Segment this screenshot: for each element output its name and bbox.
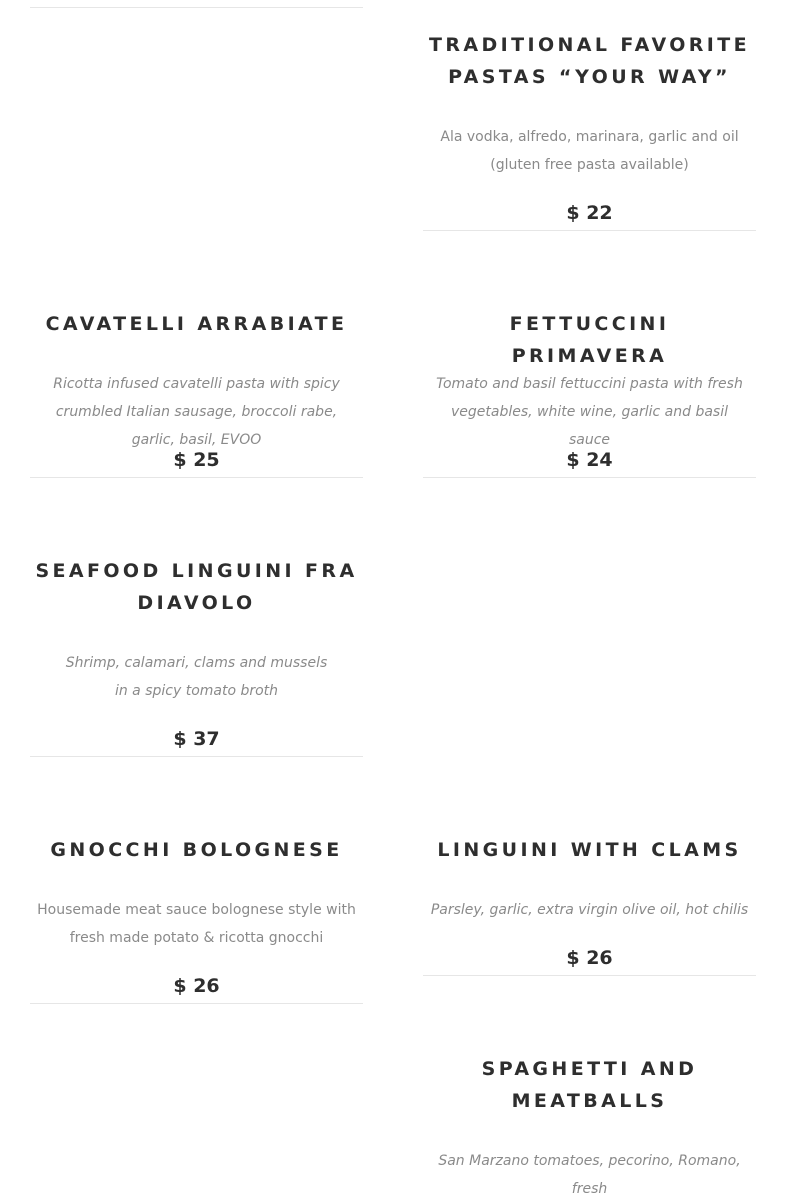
menu-item-fettuccini-primavera xyxy=(423,308,756,478)
menu-item-seafood-linguini xyxy=(30,555,363,757)
menu-item-price: $ 26 xyxy=(566,947,613,969)
divider xyxy=(30,756,363,757)
menu-item-title: CAVATELLI ARRABIATE xyxy=(45,313,348,335)
menu-item-description: Ala vodka, alfredo, marinara, garlic and oil (gluten free pasta available) xyxy=(440,129,739,173)
divider xyxy=(423,477,756,478)
menu-item-title: SPAGHETTI AND MEATBALLS xyxy=(481,1058,698,1112)
menu-item-title: TRADITIONAL FAVORITE PASTAS “YOUR WAY” xyxy=(428,34,751,88)
menu-item-spaghetti-and-meatballs xyxy=(423,1053,756,1197)
menu-item-cavatelli-arrabiate xyxy=(30,308,363,478)
divider xyxy=(423,230,756,231)
menu-item-traditional-pastas xyxy=(423,29,756,231)
menu-item-description: Parsley, garlic, extra virgin olive oil, hot chilis xyxy=(430,902,749,918)
menu-item-title: LINGUINI WITH CLAMS xyxy=(437,839,742,861)
menu-item-gnocchi-bolognese xyxy=(30,834,363,1004)
menu-item-description: Shrimp, calamari, clams and mussels in a spicy tomato broth xyxy=(65,655,328,699)
menu-item-description: Tomato and basil fettuccini pasta with fresh vegetables, white wine, garlic and basil sauce xyxy=(436,376,743,448)
menu-item-price: $ 25 xyxy=(173,449,220,471)
menu-item-price: $ 37 xyxy=(173,728,220,750)
menu-item-description: Housemade meat sauce bolognese style with fresh made potato & ricotta gnocchi xyxy=(37,902,356,946)
menu-item-title: FETTUCCINI PRIMAVERA xyxy=(509,313,670,367)
menu-item-price: $ 26 xyxy=(173,975,220,997)
divider xyxy=(30,1003,363,1004)
divider xyxy=(30,7,363,8)
menu-item-description: San Marzano tomatoes, pecorino, Romano, fresh xyxy=(438,1153,741,1197)
divider xyxy=(423,975,756,976)
menu-item-price: $ 24 xyxy=(566,449,613,471)
menu-item-price: $ 22 xyxy=(566,202,613,224)
menu-item-title: GNOCCHI BOLOGNESE xyxy=(50,839,343,861)
menu-item-description: Ricotta infused cavatelli pasta with spicy crumbled Italian sausage, broccoli rabe, garlic, basil, EVOO xyxy=(53,376,340,448)
menu-item-title: SEAFOOD LINGUINI FRA DIAVOLO xyxy=(35,560,358,614)
menu-item-linguini-with-clams xyxy=(423,834,756,976)
divider xyxy=(30,477,363,478)
